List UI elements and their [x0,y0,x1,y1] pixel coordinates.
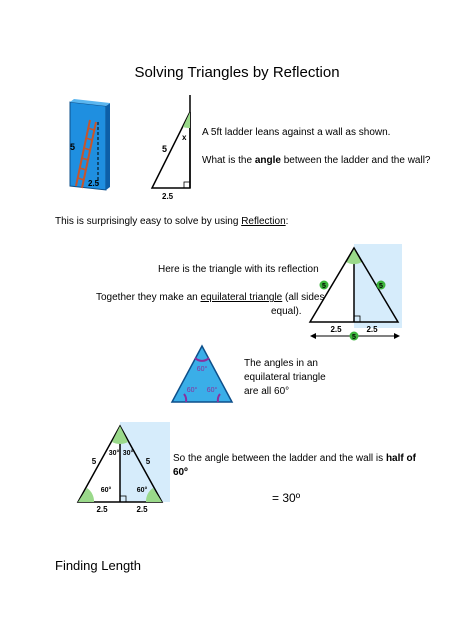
left-side-label: 5 [322,283,326,290]
ladder-triangle-diagram [140,90,200,202]
ladder-wall-illustration [62,98,112,193]
ladder-length-label: 5 [70,142,76,152]
reflection-line1: Here is the triangle with its reflection [158,264,319,275]
conclusion-result: = 30º [272,491,301,505]
hypotenuse-label: 5 [162,144,168,154]
equilateral-line1: The angles in an [244,358,318,369]
right-side-label: 5 [379,283,383,290]
left-side-label: 5 [91,457,97,466]
equilateral-line3: are all 60° [244,386,290,397]
intro-text: This is surprisingly easy to solve by using Reflection: [55,216,289,227]
finding-length-heading: Finding Length [55,558,142,573]
right-side-label: 5 [145,457,151,466]
equilateral-line2: equilateral triangle [244,372,326,383]
equilateral-triangle-link[interactable]: equilateral triangle [200,292,283,303]
bottom-right-angle-label: 60° [136,487,148,494]
half-angle-diagram [70,420,170,516]
ladder-description: A 5ft ladder leans against a wall as shown. [202,127,391,138]
top-left-angle-label: 30° [108,450,120,457]
left-angle-label: 60° [186,387,198,394]
conclusion-text: So the angle between the ladder and the wall is half of 60º [173,453,416,478]
angle-x-label: x [182,133,187,142]
top-angle-label: 60° [196,366,208,373]
base-left-label: 2.5 [96,505,108,514]
base-total-label: 5 [352,334,356,341]
reflection-link[interactable]: Reflection [241,216,286,227]
equilateral-triangle [170,344,234,406]
ladder-question: What is the angle between the ladder and the wall? [202,155,431,166]
page-title: Solving Triangles by Reflection [134,64,340,81]
reflection-diagram [308,242,404,344]
base-left-label: 2.5 [330,325,342,334]
right-angle-label: 60° [206,387,218,394]
reflection-line2: Together they make an equilateral triangle (all sides [96,292,325,303]
top-right-angle-label: 30° [122,450,134,457]
base-label: 2.5 [162,192,174,201]
base-right-label: 2.5 [136,505,148,514]
ladder-base-label: 2.5 [88,179,100,188]
bottom-left-angle-label: 60° [100,487,112,494]
base-right-label: 2.5 [366,325,378,334]
reflection-line3: equal). [271,306,302,317]
